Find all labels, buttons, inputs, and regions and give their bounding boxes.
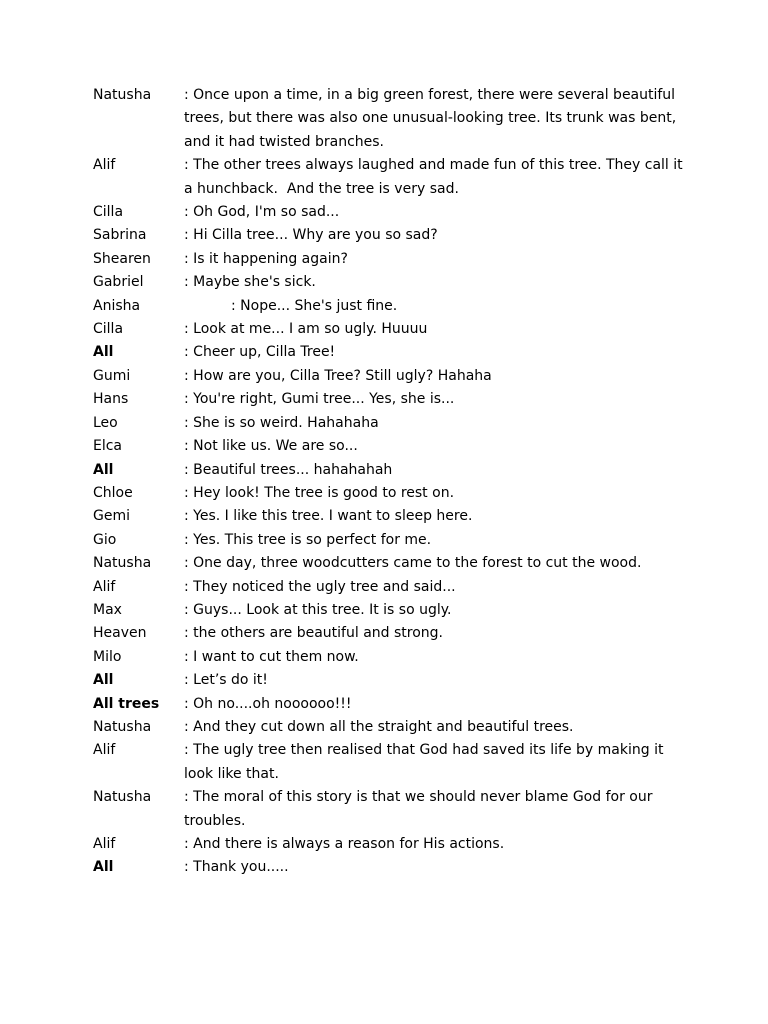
speaker-name: Sabrina xyxy=(93,227,147,244)
script-line xyxy=(93,365,683,388)
dialogue-text: : Nope... She's just fine. xyxy=(231,297,398,314)
speaker-name: All xyxy=(93,672,114,689)
script-line xyxy=(93,646,683,669)
dialogue-text: : Thank you..... xyxy=(184,859,289,876)
dialogue-text: : Oh no....oh noooooo!!! xyxy=(184,695,352,712)
script-line xyxy=(93,576,683,599)
speaker-name: Natusha xyxy=(93,718,152,735)
script-line xyxy=(93,84,683,154)
script-line xyxy=(93,248,683,271)
speaker-name: Gio xyxy=(93,531,117,548)
script-line xyxy=(93,669,683,692)
speaker-name: Alif xyxy=(93,742,116,759)
script-line xyxy=(93,529,683,552)
script-line xyxy=(93,786,683,833)
speaker-name: Cilla xyxy=(93,321,124,338)
dialogue-text: : Maybe she's sick. xyxy=(184,274,316,291)
speaker-name: Natusha xyxy=(93,87,152,103)
dialogue-text: : One day, three woodcutters came to the forest to cut the wood. xyxy=(184,555,642,572)
script-line xyxy=(93,318,683,341)
speaker-name: Hans xyxy=(93,391,129,408)
dialogue-text: : And they cut down all the straight and beautiful trees. xyxy=(184,718,574,735)
script-line xyxy=(93,739,683,786)
speaker-name: Leo xyxy=(93,414,118,431)
speaker-name: All xyxy=(93,344,114,361)
speaker-name: Milo xyxy=(93,648,122,665)
speaker-name: All xyxy=(93,859,114,876)
dialogue-text: : Guys... Look at this tree. It is so ugly. xyxy=(184,601,452,618)
dialogue-text: : Yes. This tree is so perfect for me. xyxy=(184,531,432,548)
script-line xyxy=(93,388,683,411)
dialogue-text: : Once upon a time, in a big green forest, there were several beautiful trees, but there was also one unusual-looking tree. Its trunk was bent, and it had twisted branches. xyxy=(184,87,681,150)
speaker-name: Chloe xyxy=(93,484,133,501)
script-line xyxy=(93,716,683,739)
script-line xyxy=(93,341,683,364)
script-line xyxy=(93,412,683,435)
script-line xyxy=(93,201,683,224)
dialogue-text: : Not like us. We are so... xyxy=(184,438,358,455)
script-line xyxy=(93,224,683,247)
dialogue-text: : They noticed the ugly tree and said... xyxy=(184,578,456,595)
speaker-name: All xyxy=(93,461,114,478)
script-line xyxy=(93,154,688,201)
dialogue-text: : Oh God, I'm so sad... xyxy=(184,204,340,221)
speaker-name: Natusha xyxy=(93,555,152,572)
speaker-name: Alif xyxy=(93,578,116,595)
speaker-name: Alif xyxy=(93,157,116,174)
speaker-name: Natusha xyxy=(93,789,152,806)
dialogue-text: : Yes. I like this tree. I want to sleep here. xyxy=(184,508,473,525)
dialogue-text: : And there is always a reason for His actions. xyxy=(184,836,505,852)
script-line xyxy=(93,505,683,528)
script-line xyxy=(93,459,683,482)
script-line xyxy=(93,833,683,856)
speaker-name: Shearen xyxy=(93,250,151,267)
speaker-name: Gabriel xyxy=(93,274,144,291)
speaker-name: Gemi xyxy=(93,508,130,525)
dialogue-text: : I want to cut them now. xyxy=(184,648,359,665)
dialogue-text: : The ugly tree then realised that God had saved its life by making it look like that. xyxy=(184,742,668,782)
script-line xyxy=(93,693,683,716)
script-line xyxy=(93,622,683,645)
dialogue-text: : Beautiful trees... hahahahah xyxy=(184,461,393,478)
dialogue-text: : Look at me... I am so ugly. Huuuu xyxy=(184,321,428,338)
script-line xyxy=(93,599,683,622)
dialogue-text: : How are you, Cilla Tree? Still ugly? Hahaha xyxy=(184,367,492,384)
script-line xyxy=(93,271,683,294)
speaker-name: Gumi xyxy=(93,367,131,384)
script-line xyxy=(93,435,683,458)
speaker-name: All trees xyxy=(93,695,160,712)
dialogue-text: : Hey look! The tree is good to rest on. xyxy=(184,484,455,501)
dialogue-text: : She is so weird. Hahahaha xyxy=(184,414,379,431)
script-line xyxy=(93,552,683,575)
script-line xyxy=(93,482,683,505)
script-line xyxy=(93,295,683,318)
speaker-name: Alif xyxy=(93,836,116,852)
speaker-name: Heaven xyxy=(93,625,147,642)
speaker-name: Anisha xyxy=(93,297,141,314)
script-line xyxy=(93,856,683,879)
dialogue-text: : Hi Cilla tree... Why are you so sad? xyxy=(184,227,438,244)
speaker-name: Max xyxy=(93,601,122,618)
dialogue-text: : The moral of this story is that we should never blame God for our troubles. xyxy=(184,789,657,829)
dialogue-text: : You're right, Gumi tree... Yes, she is... xyxy=(184,391,455,408)
dialogue-text: : Cheer up, Cilla Tree! xyxy=(184,344,336,361)
speaker-name: Elca xyxy=(93,438,123,455)
dialogue-text: : The other trees always laughed and made fun of this tree. They call it a hunchback. And the tree is very sad. xyxy=(184,157,688,197)
dialogue-text: : the others are beautiful and strong. xyxy=(184,625,443,642)
speaker-name: Cilla xyxy=(93,204,124,221)
dialogue-text: : Let’s do it! xyxy=(184,672,268,689)
dialogue-text: : Is it happening again? xyxy=(184,250,348,267)
drama-script xyxy=(93,84,688,880)
